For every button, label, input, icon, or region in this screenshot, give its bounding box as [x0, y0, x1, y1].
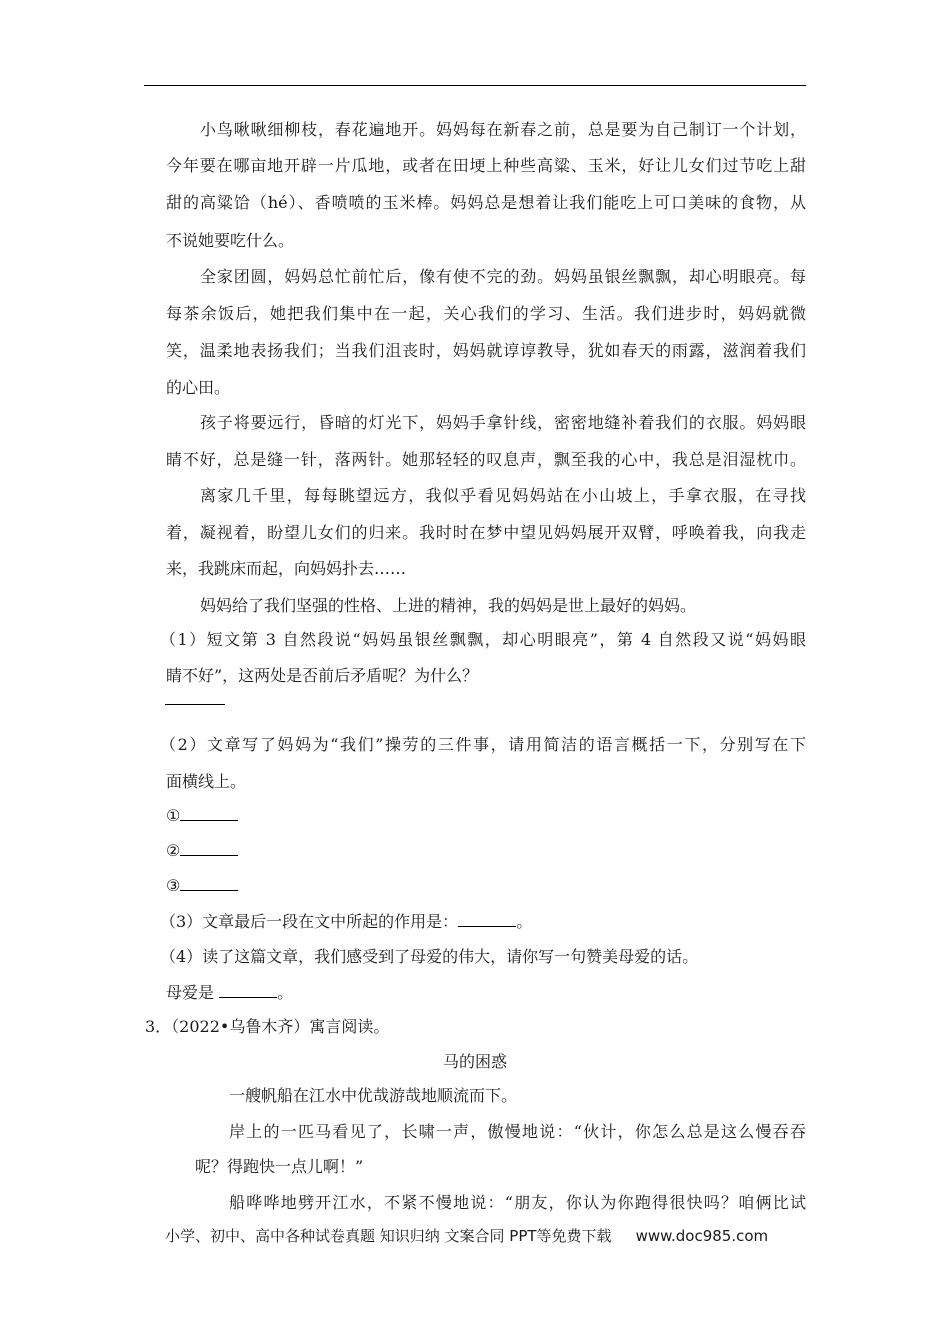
- item-number: ③: [166, 876, 181, 895]
- passage-p4-line3: 来，我跳床而起，向妈妈扑去……: [166, 559, 407, 578]
- answer-blank[interactable]: [180, 841, 238, 856]
- story-line-4: 船哗哗地劈开江水，不紧不慢地说：“朋友，你认为你跑得很快吗？咱俩比试: [229, 1193, 806, 1212]
- passage-p1-line3: 甜的高粱饸（hé）、香喷喷的玉米棒。妈妈总是想着让我们能吃上可口美味的食物，从: [166, 193, 806, 212]
- question-1-line2: 睛不好”，这两处是否前后矛盾呢？为什么？: [166, 666, 479, 685]
- header-rule: [144, 85, 806, 86]
- story-title: 马的困惑: [442, 1052, 507, 1071]
- question-3-end: 。: [516, 912, 533, 931]
- question-3-text: （3）文章最后一段在文中所起的作用是：: [160, 912, 459, 931]
- question-2-item-1: [166, 806, 238, 826]
- question-3: [160, 912, 532, 932]
- passage-p1-line2: 今年要在哪亩地开辟一片瓜地，或者在田埂上种些高粱、玉米，好让儿女们过节吃上甜: [166, 156, 806, 175]
- passage-p3-line1: 孩子将要远行，昏暗的灯光下，妈妈手拿针线，密密地缝补着我们的衣服。妈妈眼: [200, 413, 806, 432]
- question-2-item-3: [166, 876, 238, 896]
- question-2-line1: （2）文章写了妈妈为“我们”操劳的三件事，请用简洁的语言概括一下，分别写在下: [160, 735, 806, 754]
- passage-p2-line4: 的心田。: [166, 378, 231, 397]
- question-2-line2: 面横线上。: [166, 772, 247, 791]
- footer: [165, 1226, 768, 1246]
- question-4: （4）读了这篇文章，我们感受到了母爱的伟大，请你写一句赞美母爱的话。: [160, 947, 699, 966]
- question-4-prefix: 母爱是: [166, 983, 220, 1002]
- question-1-line1: （1）短文第 3 自然段说“妈妈虽银丝飘飘，却心明眼亮”，第 4 自然段又说“妈妈眼: [160, 630, 806, 649]
- passage-p5: 妈妈给了我们坚强的性格、上进的精神，我的妈妈是世上最好的妈妈。: [200, 596, 697, 615]
- passage-p4-line1: 离家几千里，每每眺望远方，我似乎看见妈妈站在小山坡上，手拿衣服，在寻找: [200, 486, 806, 505]
- passage-p1-line1: 小鸟啾啾细柳枝，春花遍地开。妈妈每在新春之前，总是要为自己制订一个计划，: [200, 120, 806, 139]
- footer-site-link[interactable]: www.doc985.com: [635, 1227, 769, 1245]
- passage-p2-line3: 笑，温柔地表扬我们；当我们沮丧时，妈妈就谆谆教导，犹如春天的雨露，滋润着我们: [166, 341, 806, 360]
- answer-blank[interactable]: [219, 983, 277, 998]
- answer-blank[interactable]: [180, 876, 238, 891]
- passage-p4-line2: 着，凝视着，盼望儿女们的归来。我时时在梦中望见妈妈展开双臂，呼唤着我，向我走: [166, 523, 806, 542]
- passage-p1-line4: 不说她要吃什么。: [166, 231, 295, 250]
- answer-blank[interactable]: [458, 912, 516, 927]
- question-4-end: 。: [277, 983, 294, 1002]
- question-1-answer-blank[interactable]: [165, 704, 225, 705]
- item-number: ②: [166, 841, 181, 860]
- section-3-heading: 3．（2022•乌鲁木齐）寓言阅读。: [145, 1017, 390, 1036]
- question-2-item-2: [166, 841, 238, 861]
- story-line-3: 呢？得跑快一点儿啊！”: [195, 1157, 364, 1176]
- story-line-1: 一艘帆船在江水中优哉游哉地顺流而下。: [229, 1086, 518, 1105]
- question-4-answer: [166, 983, 293, 1003]
- passage-p2-line1: 全家团圆，妈妈总忙前忙后，像有使不完的劲。妈妈虽银丝飘飘，却心明眼亮。每: [200, 267, 806, 286]
- passage-p3-line2: 睛不好，总是缝一针，落两针。她那轻轻的叹息声，飘至我的心中，我总是泪湿枕巾。: [166, 450, 806, 469]
- footer-text: 小学、初中、高中各种试卷真题 知识归纳 文案合同 PPT等免费下载: [165, 1227, 612, 1245]
- passage-p2-line2: 每茶余饭后，她把我们集中在一起，关心我们的学习、生活。我们进步时，妈妈就微: [166, 304, 806, 323]
- item-number: ①: [166, 806, 181, 825]
- answer-blank[interactable]: [180, 806, 238, 821]
- story-line-2: 岸上的一匹马看见了，长啸一声，傲慢地说：“伙计，你怎么总是这么慢吞吞: [229, 1122, 806, 1141]
